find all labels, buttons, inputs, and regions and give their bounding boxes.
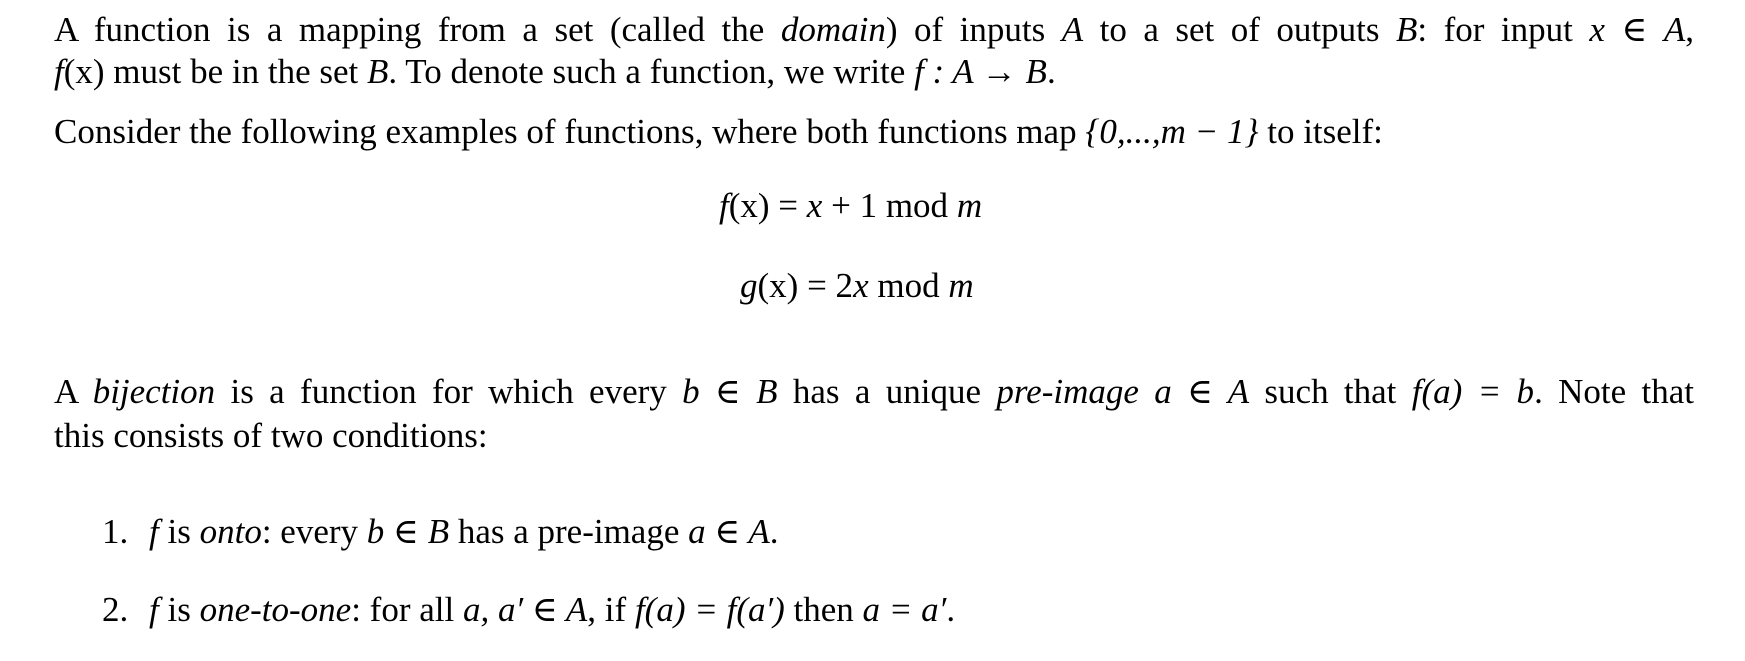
text: . bbox=[946, 590, 956, 629]
text: . To denote such a function, we write bbox=[388, 52, 915, 91]
text: . bbox=[769, 512, 779, 551]
text: such that bbox=[1249, 372, 1412, 411]
text: : for all bbox=[351, 590, 463, 629]
term-domain: domain bbox=[780, 10, 886, 49]
text: , bbox=[1685, 10, 1694, 49]
text: to itself: bbox=[1258, 112, 1383, 151]
math-var: f bbox=[54, 52, 64, 91]
text: must be in the set bbox=[104, 52, 368, 91]
math-expr: + 1 mod bbox=[822, 186, 957, 225]
math-op: ∈ bbox=[1604, 10, 1664, 49]
math-expr: a = a′ bbox=[862, 590, 947, 629]
math-expr: b ∈ B bbox=[682, 372, 778, 411]
text: is bbox=[158, 512, 200, 551]
math-expr: a ∈ A bbox=[1138, 372, 1250, 411]
math-var: f bbox=[149, 512, 159, 551]
math-expr: (x) bbox=[728, 186, 770, 225]
math-expr: b ∈ B bbox=[366, 512, 450, 551]
math-expr: f(a) = f(a′) bbox=[634, 590, 785, 629]
text: has a pre-image bbox=[449, 512, 689, 551]
term-onto: onto bbox=[199, 512, 262, 551]
math-var: A bbox=[1663, 10, 1686, 49]
paragraph-1-line-2 bbox=[54, 52, 1056, 92]
text: is bbox=[158, 590, 200, 629]
math-expr: (x) bbox=[63, 52, 105, 91]
math-set: {0,...,m − 1} bbox=[1085, 112, 1259, 151]
math-expr: = 2 bbox=[798, 266, 854, 305]
math-var: f bbox=[719, 186, 729, 225]
math-var: B bbox=[1396, 10, 1418, 49]
term-bijection: bijection bbox=[92, 372, 216, 411]
math-expr: a ∈ A bbox=[688, 512, 770, 551]
math-expr: (x) bbox=[757, 266, 799, 305]
text: ) of inputs bbox=[885, 10, 1062, 49]
text: A function is a mapping from a set (called the bbox=[54, 10, 781, 49]
math-op: = bbox=[769, 186, 807, 225]
math-var: m bbox=[956, 186, 983, 225]
term-one-to-one: one-to-one bbox=[199, 590, 352, 629]
equation-g bbox=[740, 266, 974, 306]
text: . Note that bbox=[1534, 372, 1695, 411]
text: . bbox=[1046, 52, 1056, 91]
math-var: g bbox=[740, 266, 758, 305]
text: : every bbox=[261, 512, 367, 551]
math-var: f bbox=[149, 590, 159, 629]
paragraph-3-line-2: this consists of two conditions: bbox=[54, 416, 488, 455]
paragraph-3-line-1 bbox=[54, 372, 1694, 412]
math-var: A bbox=[1061, 10, 1084, 49]
math-signature: f : A → B bbox=[914, 52, 1047, 91]
paragraph-1-line-1 bbox=[54, 10, 1694, 50]
math-expr: f(a) = b bbox=[1411, 372, 1535, 411]
text: Consider the following examples of functions, where both functions map bbox=[54, 112, 1086, 151]
text: is a function for which every bbox=[215, 372, 683, 411]
text: then bbox=[784, 590, 863, 629]
math-var: x bbox=[853, 266, 869, 305]
math-var: x bbox=[1589, 10, 1605, 49]
paragraph-2 bbox=[54, 112, 1383, 152]
math-expr: mod bbox=[868, 266, 949, 305]
list-number: 1. bbox=[102, 512, 129, 551]
text: to a set of outputs bbox=[1083, 10, 1396, 49]
term-pre-image: pre-image bbox=[996, 372, 1139, 411]
equation-f bbox=[719, 186, 982, 226]
list-number: 2. bbox=[102, 590, 129, 629]
math-var: x bbox=[806, 186, 823, 225]
math-var: B bbox=[367, 52, 389, 91]
text: A bbox=[54, 372, 93, 411]
list-item-2 bbox=[102, 590, 955, 630]
math-var: m bbox=[948, 266, 974, 305]
text: has a unique bbox=[777, 372, 997, 411]
math-expr: a, a′ ∈ A bbox=[462, 590, 588, 629]
list-item-1 bbox=[102, 512, 779, 552]
text: : for input bbox=[1417, 10, 1590, 49]
text: , if bbox=[587, 590, 635, 629]
